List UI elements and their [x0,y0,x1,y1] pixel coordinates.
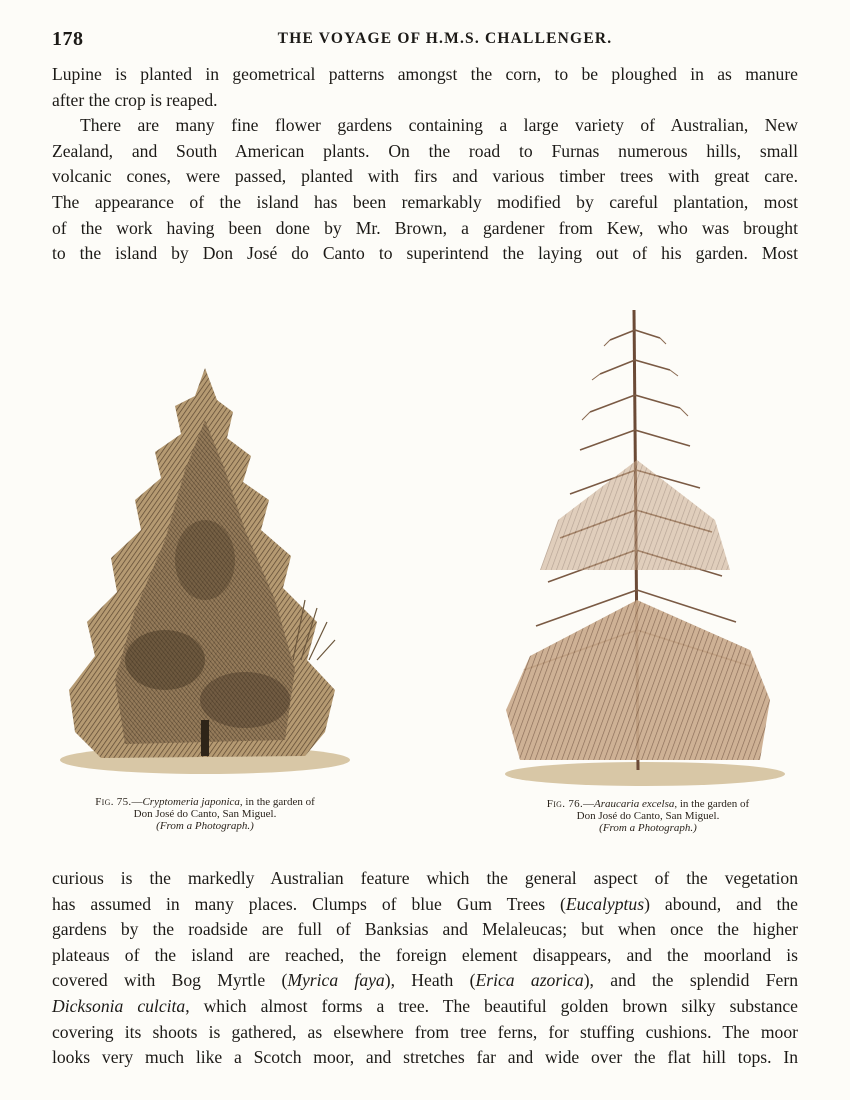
caption-text: , in the garden of [239,796,315,808]
text-line: Zealand, and South American plants. On the road to Furnas numerous hills, small [52,140,798,161]
italic-term: Erica azorica [475,970,584,991]
text-fragment: has assumed in many places. Clumps of blue Gum Trees ( [52,893,566,914]
species-name: Cryptomeria japonica [142,796,240,808]
text-line: Lupine is planted in geometrical patterns amongst the corn, to be ploughed in as manure [52,64,798,84]
text-line: There are many fine flower gardens containing a large variety of Australian, New [80,115,798,136]
text-fragment: ), Heath ( [384,970,476,991]
page-number: 178 [52,28,84,50]
text-line: The appearance of the island has been remarkably modified by careful plantation, most [52,191,798,212]
top-paragraphs [52,62,798,267]
bottom-paragraph [52,866,798,1071]
text-line: to the island by Don José do Canto to superintend the laying out of his garden. Most [52,243,798,264]
text-fragment: , which almost forms a tree. The beautiful golden brown silky substance [185,995,798,1016]
species-name: Araucaria excelsa [594,798,675,810]
text-line: volcanic cones, were passed, planted with firs and various timber trees with great care. [52,166,798,187]
caption-source: (From a Photograph.) [156,820,254,832]
text-line: of the work having been done by Mr. Brown, a gardener from Kew, who was brought [52,217,798,238]
text-line [52,968,798,994]
figure-76-caption: Fig. 76.—Araucaria excelsa, in the garden of Don José do Canto, San Miguel. (From a Photograph.) [508,798,788,834]
text-line [52,892,798,918]
text-line: plateaus of the island are reached, the foreign element disappears, and the moorland is [52,944,798,965]
text-fragment: covered with Bog Myrtle ( [52,970,288,991]
text-line: curious is the markedly Australian feature which the general aspect of the vegetation [52,868,798,888]
text-line [52,994,798,1020]
figure-label: Fig. 76. [546,798,584,810]
text-line: gardens by the roadside are full of Banksias and Melaleucas; but when once the higher [52,919,798,940]
figure-75-cryptomeria-illustration [55,360,355,780]
italic-term: Eucalyptus [565,893,645,914]
figure-label: Fig. 75. [95,796,132,808]
text-fragment: ) abound, and the [644,893,798,914]
text-line: covering its shoots is gathered, as elsewhere from tree ferns, for stuffing cushions. The moor [52,1021,798,1042]
figure-76-araucaria-illustration [500,300,790,790]
text-fragment: ), and the splendid Fern [583,970,799,991]
caption-location: Don José do Canto, San Miguel. [133,808,277,820]
text-line: after the crop is reaped. [52,89,218,110]
italic-term: Myrica faya [287,970,385,991]
italic-term: Dicksonia culcita [52,995,186,1016]
text-line: looks very much like a Scotch moor, and stretches far and wide over the flat hill tops. In [52,1047,798,1068]
caption-text: , in the garden of [674,798,750,810]
running-head: THE VOYAGE OF H.M.S. CHALLENGER. [277,30,613,47]
caption-location: Don José do Canto, San Miguel. [576,810,720,822]
figure-75-caption: Fig. 75.—Cryptomeria japonica, in the garden of Don José do Canto, San Miguel. (From a Photograph.) [60,796,350,832]
caption-source: (From a Photograph.) [599,822,697,834]
